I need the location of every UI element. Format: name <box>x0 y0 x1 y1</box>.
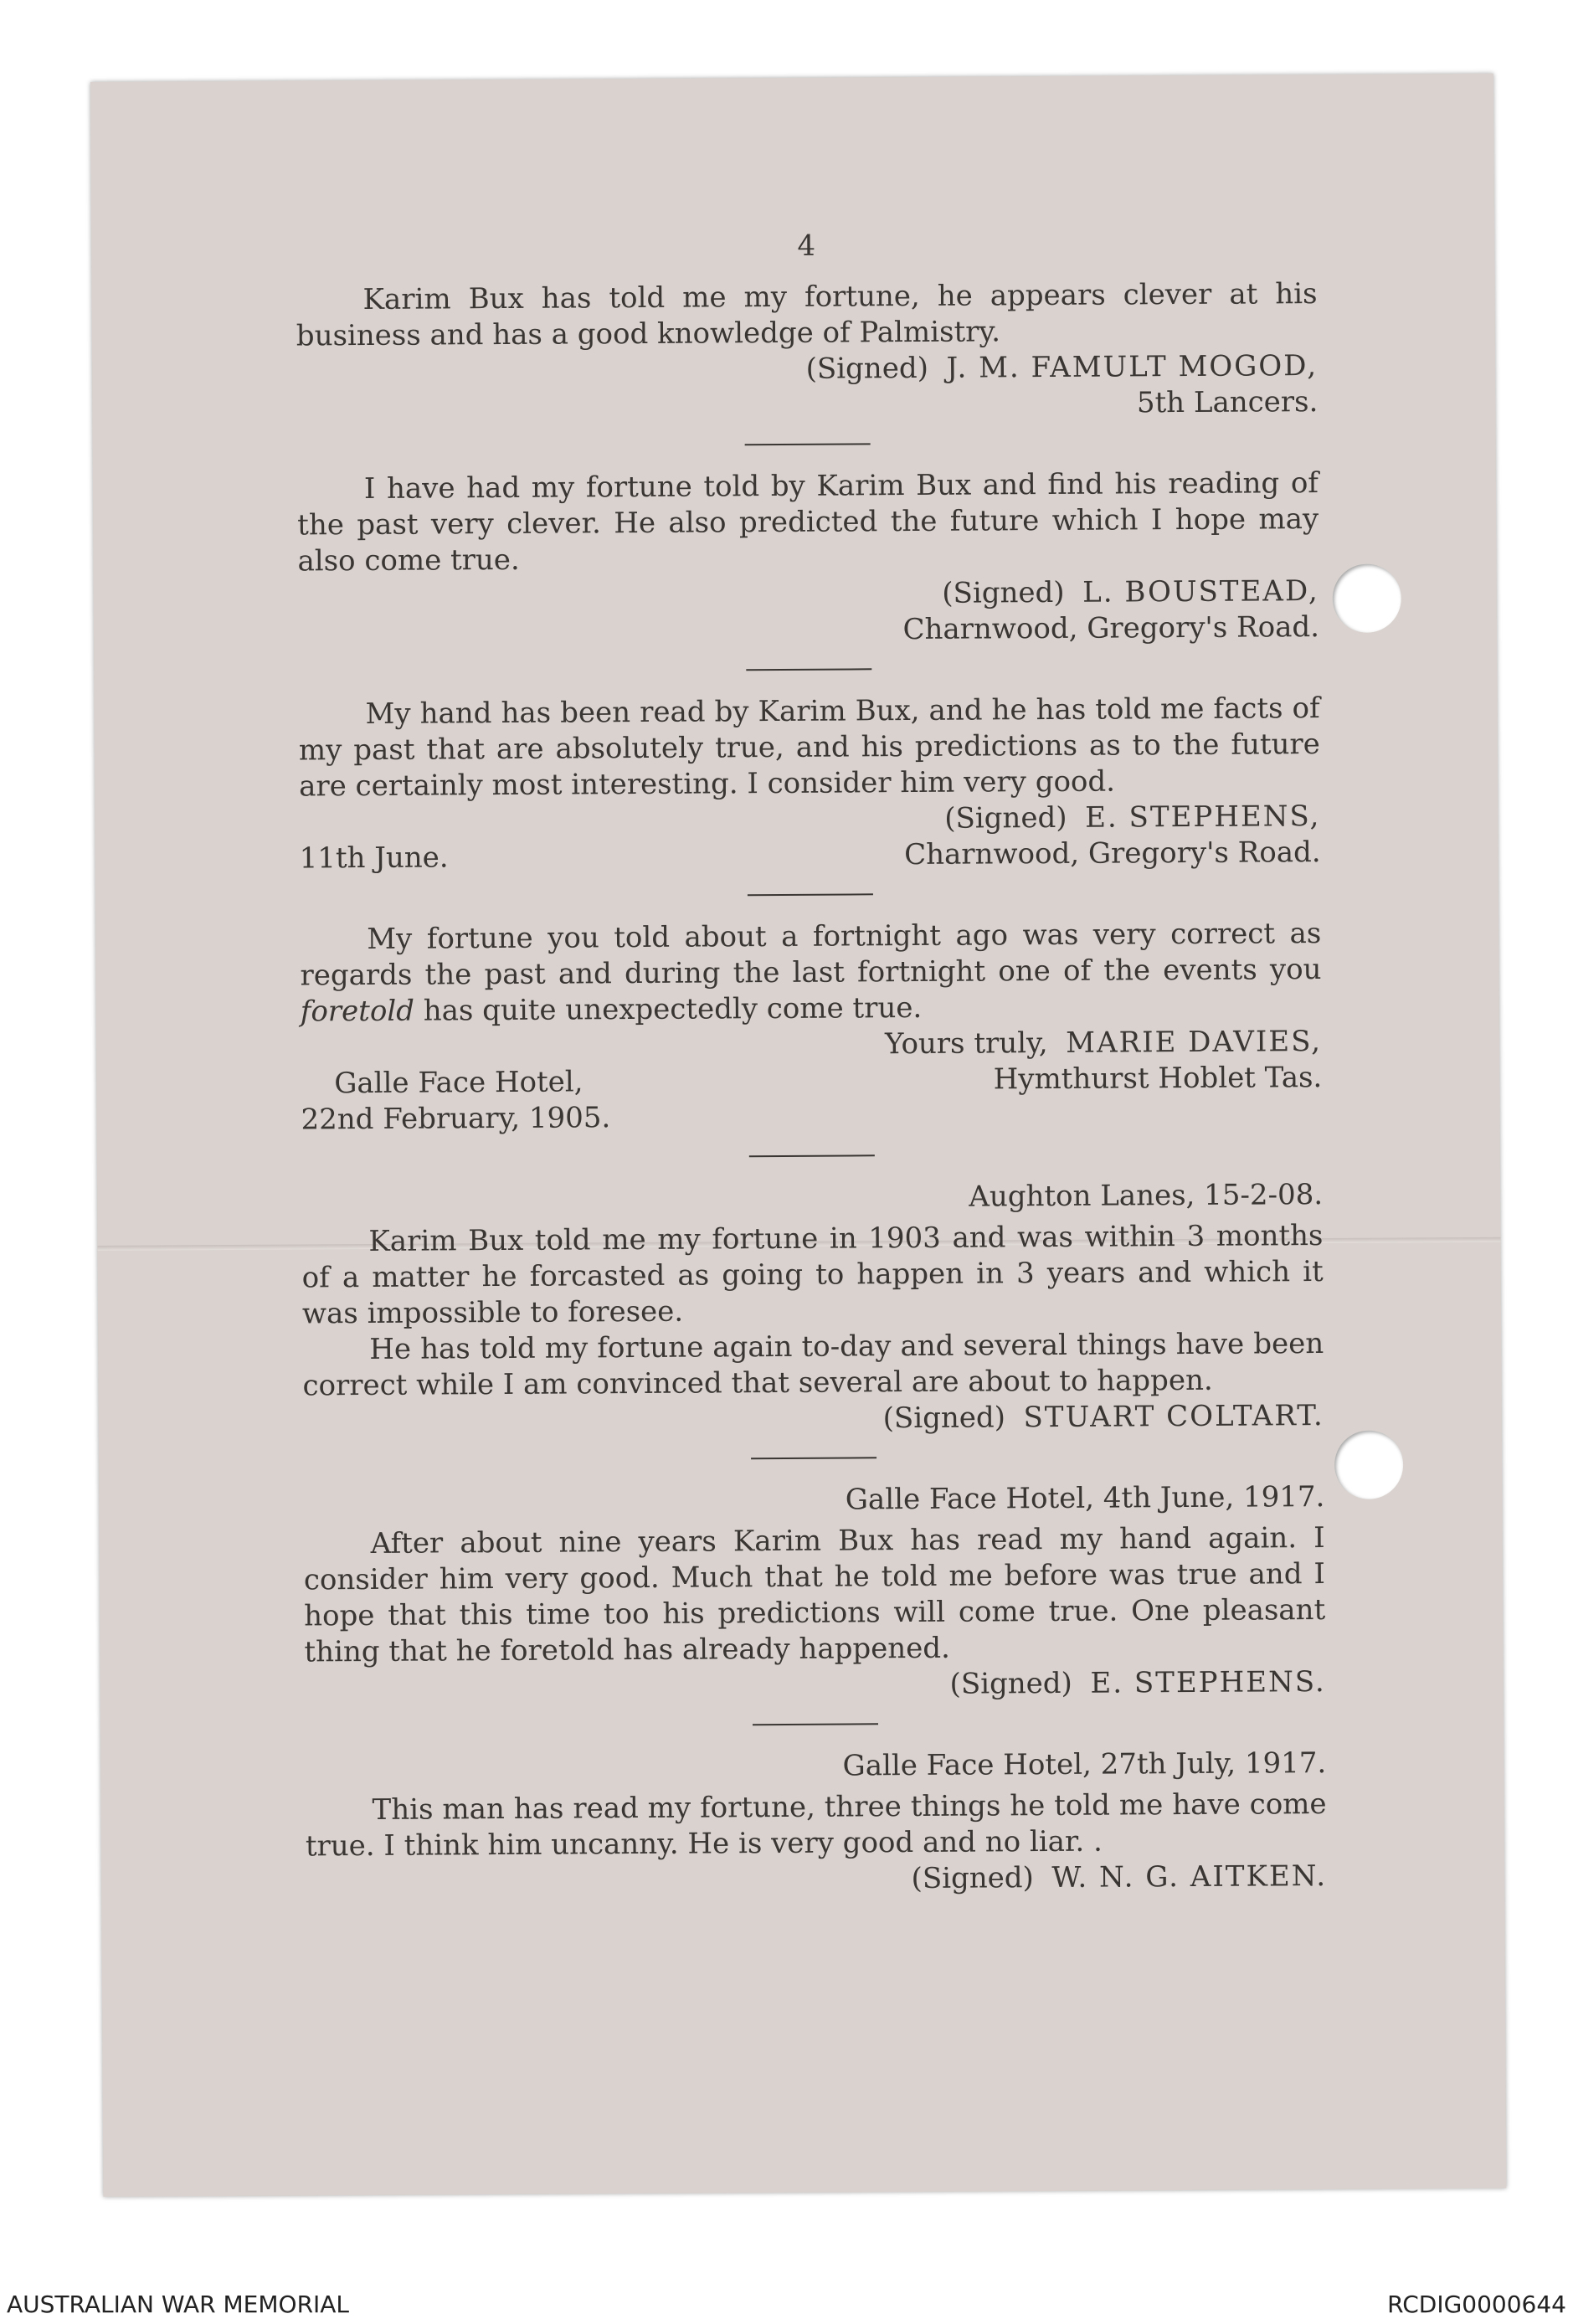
page-text <box>296 225 1327 1900</box>
testimonial <box>298 691 1320 877</box>
signatory-address: Hymthurst Hoblet Tas. <box>993 1061 1323 1097</box>
testimonial <box>305 1746 1327 1900</box>
testimonial-date: 11th June. <box>299 841 449 876</box>
body-text: has quite unexpectedly come true. <box>414 990 923 1028</box>
divider <box>748 893 873 896</box>
signatory-address: Charnwood, Gregory's Road. <box>902 610 1320 647</box>
signed-label: (Signed) <box>911 1861 1034 1896</box>
body-text: My fortune you told about a fortnight ago was very correct as regards the past and during the last fortnight one of the events you <box>300 917 1322 993</box>
signatory-name: L. BOUSTEAD, <box>1082 574 1319 609</box>
signatory-address: Charnwood, Gregory's Road. <box>904 836 1321 872</box>
signed-label: (Signed) <box>805 351 929 386</box>
signed-label: (Signed) <box>949 1666 1072 1701</box>
signature-line <box>306 1859 1327 1900</box>
testimonial-dateline: Aughton Lanes, 15-2-08. <box>969 1178 1324 1214</box>
testimonial-date: 22nd February, 1905. <box>301 1101 611 1137</box>
divider <box>751 1457 876 1459</box>
signatory-name: E. STEPHENS, <box>1085 800 1321 835</box>
signatory-name: J. M. FAMULT MOGOD, <box>946 349 1319 385</box>
document-page <box>90 74 1506 2197</box>
testimonial-body <box>300 916 1322 1030</box>
signature-line <box>296 348 1318 390</box>
testimonial <box>297 465 1319 651</box>
testimonial-body-continued: He has told my fortune again to-day and several things have been correct while I am convinced that several are about to happen. <box>302 1327 1324 1403</box>
signed-label: (Signed) <box>942 575 1065 610</box>
signed-label: (Signed) <box>944 800 1067 836</box>
testimonial-dateline: Galle Face Hotel, 27th July, 1917. <box>842 1746 1327 1783</box>
testimonial <box>300 916 1323 1138</box>
place-address-row <box>301 1060 1322 1102</box>
signatory-address: 5th Lancers. <box>1136 385 1319 420</box>
divider <box>745 443 871 445</box>
testimonial-body: After about nine years Karim Bux has read my hand again. I consider him very good. Much that he told me before was true and I hope that this time too his predictions will come true. One pleasant thing that he foretold has already happened. <box>303 1521 1326 1669</box>
divider <box>753 1723 878 1725</box>
testimonial <box>301 1177 1324 1440</box>
testimonial-body: My hand has been read by Karim Bux, and he has told me facts of my past that are absolutely true, and his predictions as to the future are certainly most interesting. I consider him very good. <box>298 692 1320 804</box>
signature-line <box>305 1664 1326 1706</box>
signed-label: (Signed) <box>882 1401 1006 1436</box>
signature-line <box>303 1398 1324 1440</box>
closing-label: Yours truly, <box>884 1026 1048 1062</box>
archive-footer <box>0 2282 1573 2324</box>
signatory-name: STUART COLTART. <box>1023 1399 1324 1435</box>
footer-institution: AUSTRALIAN WAR MEMORIAL <box>7 2291 350 2318</box>
testimonial <box>303 1479 1326 1706</box>
page-number: 4 <box>797 229 816 263</box>
signatory-name: E. STEPHENS. <box>1090 1665 1326 1700</box>
signatory-name: MARIE DAVIES, <box>1066 1025 1323 1060</box>
punch-hole-lower <box>1334 1430 1403 1499</box>
signature-line <box>298 573 1319 615</box>
testimonial-body: Karim Bux told me my fortune in 1903 and was within 3 months of a matter he forcasted as going to happen in 3 years and which it was impossible to foresee. <box>301 1219 1324 1331</box>
testimonial-dateline: Galle Face Hotel, 4th June, 1917. <box>845 1480 1325 1517</box>
divider <box>746 668 871 671</box>
punch-hole-upper <box>1333 563 1401 632</box>
testimonial-body: This man has read my fortune, three things he told me have come true. I think him uncanny. He is very good and no liar. . <box>305 1787 1327 1864</box>
signature-line <box>301 1024 1322 1066</box>
divider <box>749 1154 875 1157</box>
footer-catalog-id: RCDIG0000644 <box>1387 2291 1566 2318</box>
signature-line <box>299 799 1320 841</box>
signatory-name: W. N. G. AITKEN. <box>1051 1859 1328 1895</box>
testimonial-place: Galle Face Hotel, <box>334 1065 583 1101</box>
date-address-row <box>300 835 1321 877</box>
testimonial <box>296 276 1318 426</box>
body-italic-text: foretold <box>300 994 415 1029</box>
testimonial-body: Karim Bux has told me my fortune, he appears clever at his business and has a good knowledge of Palmistry. <box>296 277 1318 353</box>
testimonial-body: I have had my fortune told by Karim Bux and find his reading of the past very clever. He also predicted the future which I hope may also come true. <box>297 466 1319 578</box>
